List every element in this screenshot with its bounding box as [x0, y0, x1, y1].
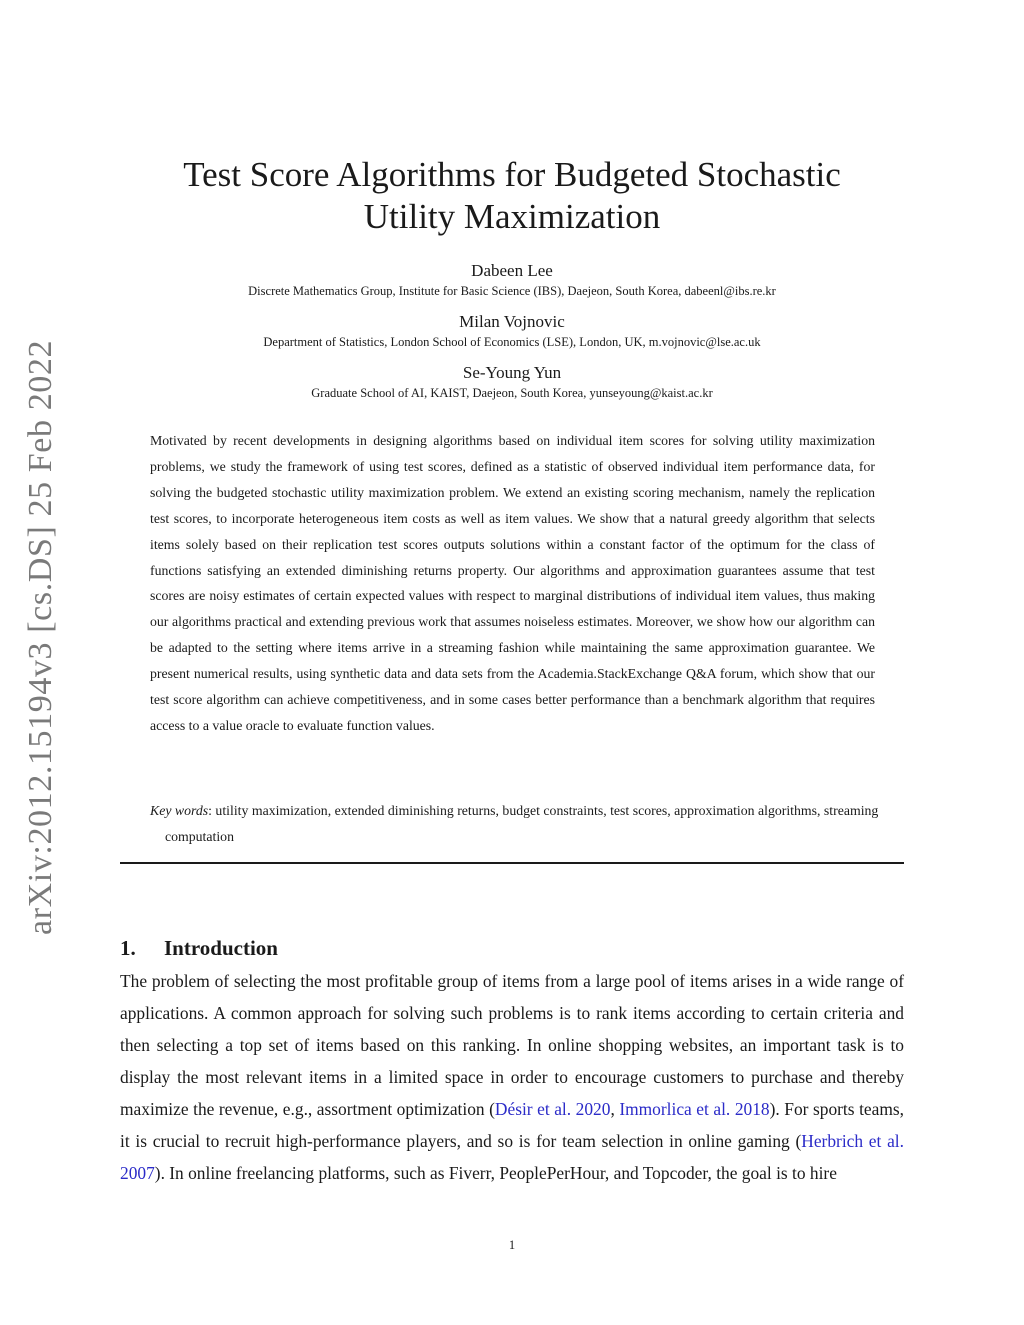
author-name: Se-Young Yun [462, 363, 562, 382]
intro-text: ). In online freelancing platforms, such as Fiverr, PeoplePerHour, and Topcoder, the goal is to hire [154, 1163, 837, 1183]
keywords [150, 798, 890, 850]
title-line-2: Utility Maximization [363, 197, 661, 236]
citation-link[interactable]: Désir et al. 2020 [494, 1099, 611, 1119]
author-block-3 [0, 362, 1024, 402]
intro-text: , [610, 1099, 620, 1119]
author-block-2 [0, 311, 1024, 351]
section-number: 1. [120, 936, 136, 960]
section-heading [120, 934, 278, 962]
citation-link[interactable]: Immorlica et al. 2018 [619, 1099, 770, 1119]
section-divider [120, 862, 904, 864]
paper-title [0, 154, 1024, 238]
author-affiliation: Graduate School of AI, KAIST, Daejeon, South Korea, yunseyoung@kaist.ac.kr [311, 386, 713, 400]
page-number: 1 [508, 1238, 516, 1252]
author-name: Dabeen Lee [471, 261, 553, 280]
section-title: Introduction [164, 936, 278, 960]
arxiv-identifier: arXiv:2012.15194v3 [cs.DS] 25 Feb 2022 [22, 339, 59, 935]
author-affiliation: Department of Statistics, London School of Economics (LSE), London, UK, m.vojnovic@lse.ac.uk [263, 335, 761, 349]
intro-text: The problem of selecting the most profitable group of items from a large pool of items arises in a wide range of applications. A common approach for solving such problems is to rank items according to certain criteria and then selecting a top set of items based on this ranking. In online shopping websites, an important task is to display the most relevant items in a limited space in order to encourage customers to purchase and thereby maximize the revenue, e.g., assortment optimization ( [120, 971, 904, 1119]
intro-text: ). For sports teams, it is crucial to recruit high-performance players, and so is for team selection in online gaming ( [120, 1099, 904, 1151]
keywords-separator: : [208, 803, 216, 818]
keywords-text: utility maximization, extended diminishing returns, budget constraints, test scores, approximation algorithms, streaming computation [165, 803, 879, 844]
keywords-label: Key words [150, 803, 209, 818]
author-name: Milan Vojnovic [459, 312, 565, 331]
abstract: Motivated by recent developments in designing algorithms based on individual item scores for solving utility maximization problems, we study the framework of using test scores, defined as a statistic of observed individual item performance data, for solving the budgeted stochastic utility maximization problem. We extend an existing scoring mechanism, namely the replication test scores, to incorporate heterogeneous item costs as well as item values. We show that a natural greedy algorithm that selects items solely based on their replication test scores outputs solutions within a constant factor of the optimum for the class of functions satisfying an extended diminishing returns property. Our algorithms and approximation guarantees assume that test scores are noisy estimates of certain expected values with respect to marginal distributions of individual item values, thus making our algorithms practical and extending previous work that assumes noiseless estimates. Moreover, we show how our algorithm can be adapted to the setting where items arrive in a streaming fashion while maintaining the same approximation guarantee. We present numerical results, using synthetic data and data sets from the Academia.StackExchange Q&A forum, which show that our test score algorithm can achieve competitiveness, and in some cases better performance than a benchmark algorithm that requires access to a value oracle to evaluate function values. [150, 433, 875, 733]
citation-link[interactable]: Herbrich et al. 2007 [120, 1131, 904, 1183]
author-affiliation: Discrete Mathematics Group, Institute for Basic Science (IBS), Daejeon, South Korea, dabeenl@ibs.re.kr [248, 284, 776, 298]
author-block-1 [0, 260, 1024, 300]
intro-paragraph [120, 965, 904, 1189]
title-line-1: Test Score Algorithms for Budgeted Stochastic [183, 155, 841, 194]
